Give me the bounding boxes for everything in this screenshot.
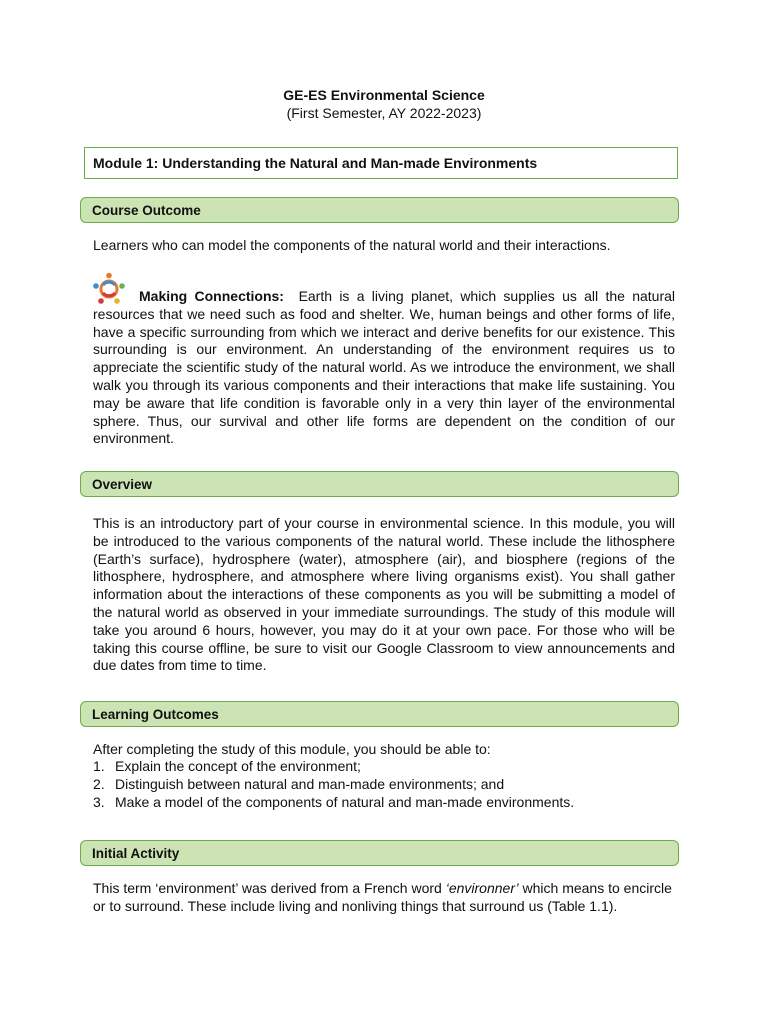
list-item-number: 2. (93, 775, 105, 792)
list-item-number: 3. (93, 793, 105, 810)
list-item-number: 1. (93, 758, 105, 774)
course-outcome-heading (80, 197, 679, 223)
initial-activity-text-after: which means to encircle or to surround. These include living and nonliving things that surround us (Table 1.1). (93, 880, 672, 914)
initial-activity-text-before: This term ‘environment’ was derived from a French word (93, 880, 446, 896)
initial-activity-text (93, 880, 675, 916)
overview-heading (80, 471, 679, 497)
module-title: Module 1: Understanding the Natural and Man-made Environments (93, 155, 538, 171)
overview-heading-label: Overview (92, 476, 153, 492)
course-outcome-heading-label: Course Outcome (92, 202, 201, 218)
list-item (93, 776, 673, 794)
initial-activity-term: ‘environner’ (445, 880, 519, 896)
learning-outcomes-list (93, 758, 673, 811)
list-item-text: Explain the concept of the environment; (115, 758, 361, 774)
overview-text: This is an introductory part of your course in environmental science. In this module, you will be introduced to the various components of the natural world. These include the lithosphere (Earth’s surface), hydrosphere (water), atmosphere (air), and biosphere (regions of the lithosphere, hydrosphere, and atmosphere where living organisms exist). You shall gather information about the interactions of these components as you will be submitting a model of the natural world as observed in your immediate surroundings. The study of this module will take you around 6 hours, however, you may do it at your own pace. For those who will be taking this course offline, be sure to visit our Google Classroom to view announcements and due dates from time to time. (93, 515, 675, 674)
learning-outcomes-heading (80, 701, 679, 727)
initial-activity-heading-label: Initial Activity (92, 845, 180, 861)
making-connections-lead: Making Connections: (139, 288, 284, 304)
semester-subtitle: (First Semester, AY 2022-2023) (286, 105, 482, 121)
list-item (93, 794, 673, 812)
course-title: GE-ES Environmental Science (283, 87, 485, 103)
document-header (0, 86, 768, 122)
making-connections-text: Earth is a living planet, which supplies us all the natural resources that we need such as food and shelter. We, human beings and other forms of life, have a specific surrounding from which we interact and derive benefits for our existence. This surrounding is our environment. An understanding of the environment requires us to appreciate the scientific study of the natural world. As we introduce the environment, we shall walk you through its various components and their interactions that make life sustaining. You may be aware that life condition is favorable only in a very thin layer of the environmental sphere. Thus, our survival and other life forms are dependent on the condition of our environment. (93, 288, 676, 447)
learning-outcomes-heading-label: Learning Outcomes (92, 706, 219, 722)
course-outcome-text: Learners who can model the components of the natural world and their interactions. (93, 237, 611, 253)
learning-outcomes-intro: After completing the study of this module, you should be able to: (93, 741, 491, 757)
list-item (93, 758, 673, 776)
module-title-box (84, 147, 678, 179)
list-item-text: Make a model of the components of natural and man-made environments. (115, 793, 575, 810)
list-item-text: Distinguish between natural and man-made environments; and (115, 775, 505, 792)
making-connections-paragraph (93, 288, 675, 448)
initial-activity-heading (80, 840, 679, 866)
